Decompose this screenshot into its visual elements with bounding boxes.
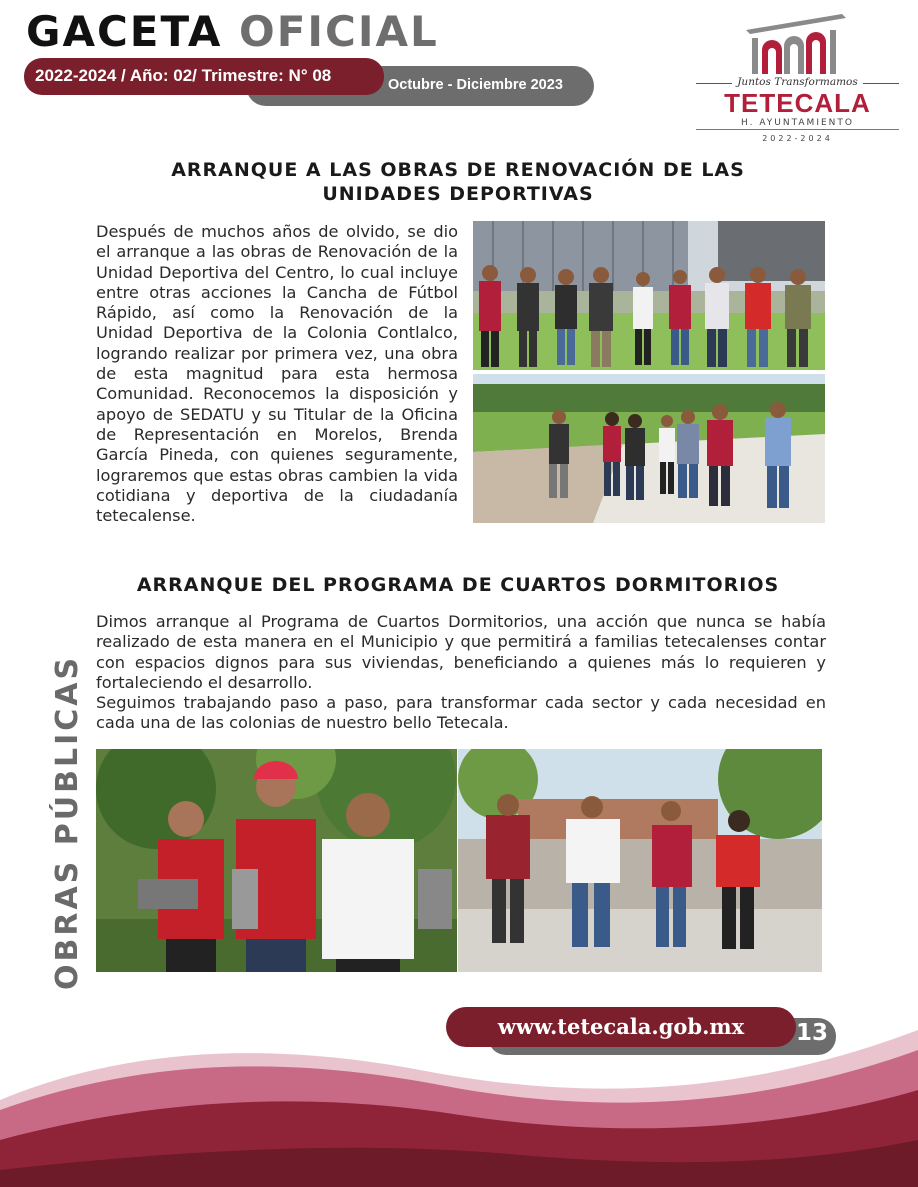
article1-body: Después de muchos años de olvido, se dio el arranque a las obras de Renovación de la Unidad Deportiva del Centro, lo cual incluye entre otras acciones la Cancha de Fútbol Rápido, así como la Renovación de la Unidad Deportiva de la Colonia Contlalco, logrando realizar por primera vez, una obra de esta magnitud para esta hermosa Comunidad. Reconocemos la disposición y apoyo de SEDATU y su Titular de la Oficina de Representación en Morelos, Brenda García Pineda, con quienes seguramente, lograremos que estas obras cambien la vida cotidiana y deportiva de la ciudadanía tetecalense. [96,222,458,526]
logo-rule-right [863,83,899,84]
period-text: Octubre - Diciembre 2023 [388,77,563,93]
article2-title: ARRANQUE DEL PROGRAMA DE CUARTOS DORMITORIOS [136,574,780,596]
dormitory-program-site-photo [458,749,822,972]
article1-title: ARRANQUE A LAS OBRAS DE RENOVACIÓN DE LAS UNIDADES DEPORTIVAS [171,159,745,205]
logo-town-name: TETECALA [724,88,871,118]
logo-divider [696,129,899,130]
issue-pill [24,58,384,95]
masthead-word-oficial: OFICIAL [239,7,439,56]
issue-text: 2022-2024 / Año: 02/ Trimestre: N° 08 [35,66,332,85]
dormitory-program-women-photo [96,749,457,972]
website-url[interactable]: www.tetecala.gob.mx [497,1014,745,1039]
tetecala-logo [690,8,905,143]
article2-paragraph-2: Seguimos trabajando paso a paso, para transformar cada sector y cada necesidad en cada una de las colonias de nuestro bello Tetecala. [96,693,826,733]
article2-paragraph-1: Dimos arranque al Programa de Cuartos Dormitorios, una acción que nunca se había realizado de esta manera en el Municipio y que permitirá a familias tetecalenses contar con espacios dignos para sus viviendas, beneficiando a quienes más lo requieren y fortaleciendo el desarrollo. [96,612,826,692]
sports-field-walk-photo [473,374,825,523]
logo-slogan: Juntos Transformamos [737,76,858,88]
masthead-title [26,8,439,56]
arches-logo-icon [742,8,852,78]
page-number: 13 [795,1020,828,1046]
article2-body [96,612,826,734]
section-label-vertical: OBRAS PÚBLICAS [50,654,85,990]
sports-unit-group-photo [473,221,825,370]
masthead-word-gaceta: GACETA [26,7,223,56]
logo-years: 2022-2024 [762,134,833,143]
logo-subtitle: H. AYUNTAMIENTO [741,118,854,128]
website-link[interactable] [446,1007,796,1047]
